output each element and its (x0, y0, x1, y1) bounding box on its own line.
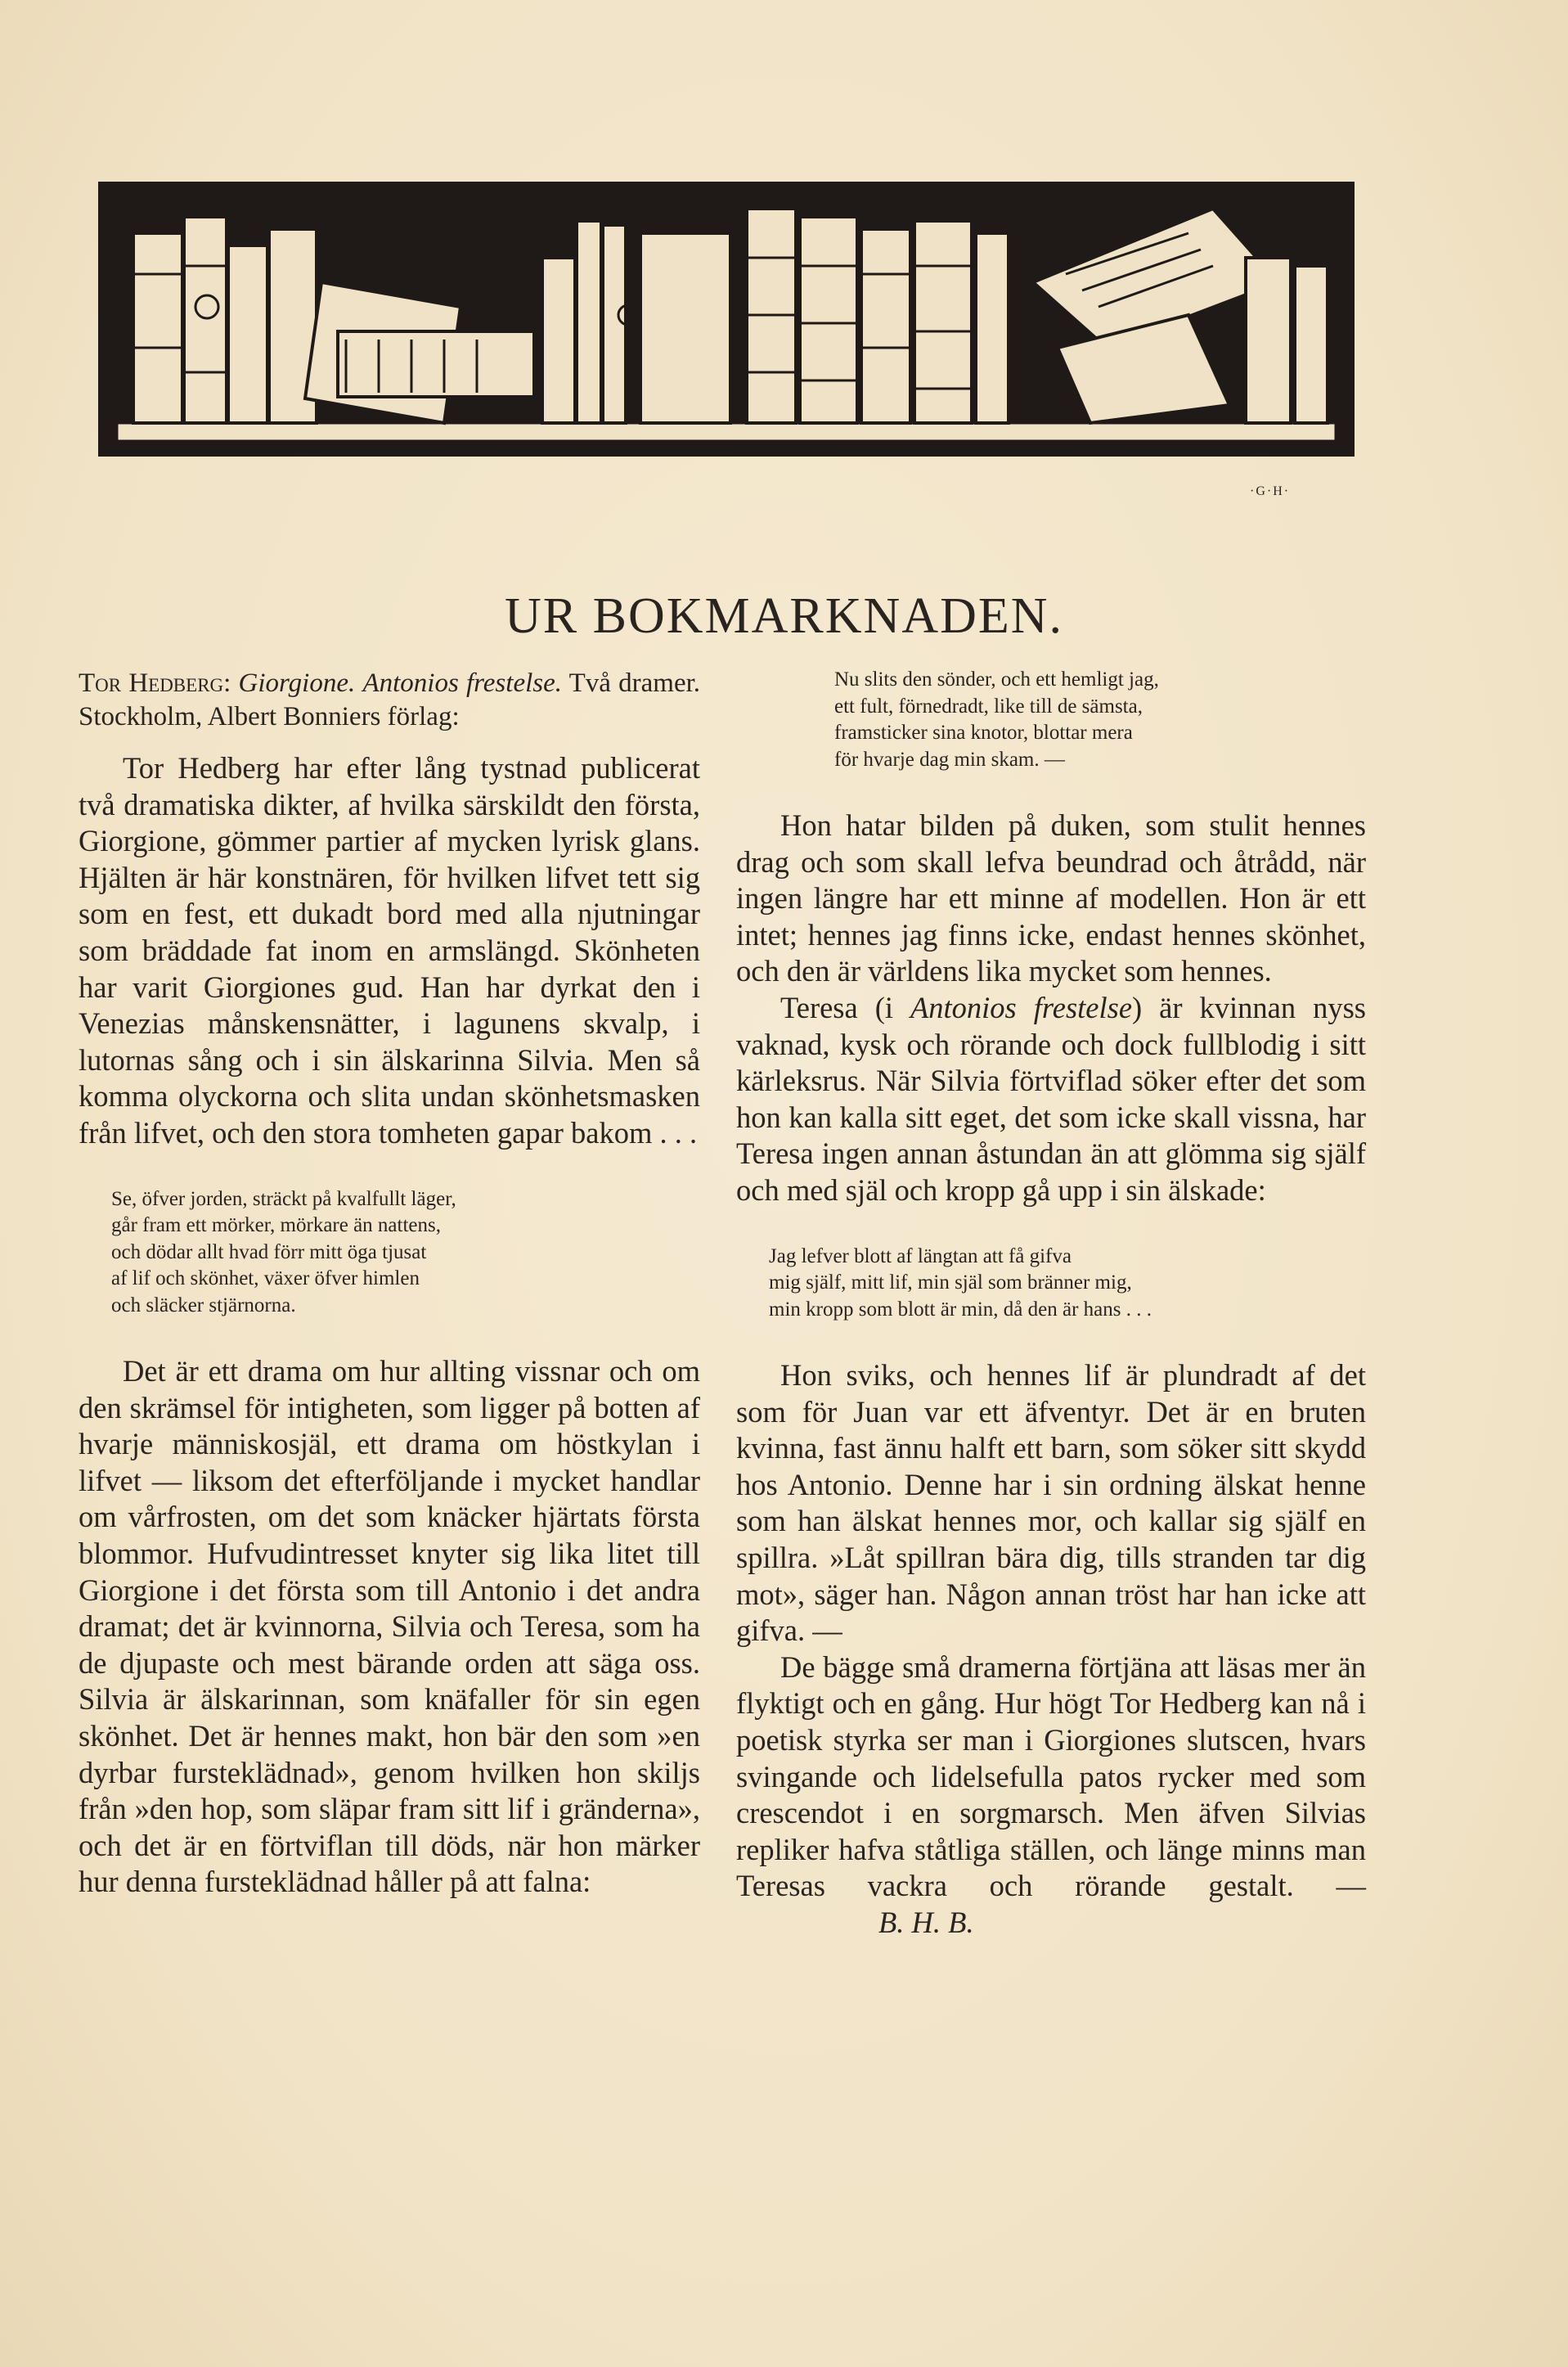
poem-1-line: Se, öfver jorden, sträckt på kvalfullt läger, (111, 1187, 456, 1210)
review-publication: Två dramer. Stockholm, Albert Bonniers förlag: (79, 668, 701, 731)
review-work1: Giorgione. (238, 668, 356, 698)
right-paragraph-2-start: Teresa (i (780, 990, 893, 1024)
right-paragraph-2-rest: ) är kvinnan nyss vaknad, kysk och rörande och dock fullblodig i sitt kärleksrus. När Silvia förtviflad söker efter det som hon kan kalla sitt eget, det som icke skall vissna, har Teresa ingen annan åstundan än att glömma sig själf och med själ och kropp gå upp i sin älskade: (736, 990, 1366, 1207)
right-paragraph-4 (736, 1649, 1366, 1942)
poem-3-line: min kropp som blott är min, då den är hans . . . (769, 1298, 1152, 1321)
left-column (79, 667, 700, 1901)
poem-2-line: ett fult, förnedradt, like till de sämsta, (834, 695, 1143, 718)
poem-1-line: af lif och skönhet, växer öfver himlen (111, 1267, 420, 1290)
work-title-reference: Antonios frestelse (910, 990, 1133, 1024)
poem-3 (736, 1244, 1366, 1324)
illustration-signature: ·G·H· (1250, 484, 1291, 498)
left-paragraph-1: Tor Hedberg har efter lång tystnad publicerat två dramatiska dikter, af hvilka särskildt den första, Giorgione, gömmer partier af mycken lyrisk glans. Hjälten är här konstnären, för hvilken lifvet tett sig som en fest, ett dukadt bord med alla njutningar som bräddade fat inom en armslängd. Skönheten har varit Giorgiones gud. Han har dyrkat den i Venezias månskensnätter, i lagunens skvalp, i lutornas sång och i sin älskarinna Silvia. Men så komma olyckorna och slita undan skönhetsmasken från lifvet, och den stora tomheten gapar bakom . . . (79, 751, 700, 1150)
poem-2 (736, 667, 1366, 773)
right-paragraph-4-text: De bägge små dramerna förtjäna att läsas mer än flyktigt och en gång. Hur högt Tor Hedberg kan nå i poetisk styrka ser man i Giorgiones slutscen, hvars svingande och lidelsefulla patos rycker med som crescendot i en sorgmarsch. Men äfven Silvias repliker hafva ståtliga ställen, och länge minns man Teresas vackra och rörande gestalt. — (736, 1649, 1366, 1903)
bookshelf-drawing (101, 184, 1352, 454)
poem-1-line: går fram ett mörker, mörkare än nattens, (111, 1214, 441, 1237)
poem-3-line: mig själf, mitt lif, min själ som bränner mig, (769, 1271, 1132, 1294)
poem-2-line: framsticker sina knotor, blottar mera (834, 722, 1133, 744)
poem-1-line: och dödar allt hvad förr mitt öga tjusat (111, 1240, 427, 1263)
right-paragraph-2 (736, 990, 1366, 1209)
bookshelf-illustration (98, 182, 1355, 457)
poem-1 (79, 1186, 700, 1320)
poem-3-line: Jag lefver blott af längtan att få gifva (769, 1244, 1072, 1267)
poem-1-line: och släcker stjärnorna. (111, 1294, 296, 1316)
review-heading (79, 667, 700, 734)
page-title: UR BOKMARKNADEN. (504, 588, 1064, 644)
right-paragraph-3: Hon sviks, och hennes lif är plundradt af det som för Juan var ett äfventyr. Det är en bruten kvinna, fast ännu halft ett barn, som söker sitt skydd hos Antonio. Denne har i sin ordning älskat henne som han älskat hennes mor, och kallar sig själf en spillra. »Låt spillran bära dig, tills stranden tar dig mot», säger han. Någon annan tröst har han icke att gifva. — (736, 1358, 1366, 1648)
poem-2-line: för hvarje dag min skam. — (834, 748, 1065, 771)
review-signature: B. H. B. (878, 1905, 974, 1939)
right-paragraph-1: Hon hatar bilden på duken, som stulit hennes drag och som skall lefva beundrad och åtrådd, när ingen längre har ett minne af modellen. Hon är ett intet; hennes jag finns icke, endast hennes skönhet, och den är världens lika mycket som hennes. (736, 808, 1366, 988)
left-paragraph-2: Det är ett drama om hur allting vissnar och om den skrämsel för intigheten, som ligger på botten af hvarje människosjäl, ett drama om höstkylan i lifvet — liksom det efterföljande i mycket handlar om vårfrosten, om det som knäcker hjärtats första blommor. Hufvudintresset knyter sig lika litet till Giorgione i det första som till Antonio i det andra dramat; det är kvinnorna, Silvia och Teresa, som ha de djupaste och mest bärande orden att säga oss. Silvia är älskarinnan, som knäfaller för sin egen skönhet. Det är hennes makt, hon bär den som »en dyrbar fursteklädnad», genom hvilken hon skiljs från »den hop, som släpar fram sitt lif i gränderna», och det är en förtviflan till döds, när hon märker hur denna fursteklädnad håller på att falna: (79, 1354, 700, 1899)
right-column (736, 667, 1366, 1942)
review-author: Tor Hedberg: (79, 668, 231, 698)
review-work2: Antonios frestelse. (362, 668, 562, 698)
poem-2-line: Nu slits den sönder, och ett hemligt jag, (834, 668, 1159, 691)
